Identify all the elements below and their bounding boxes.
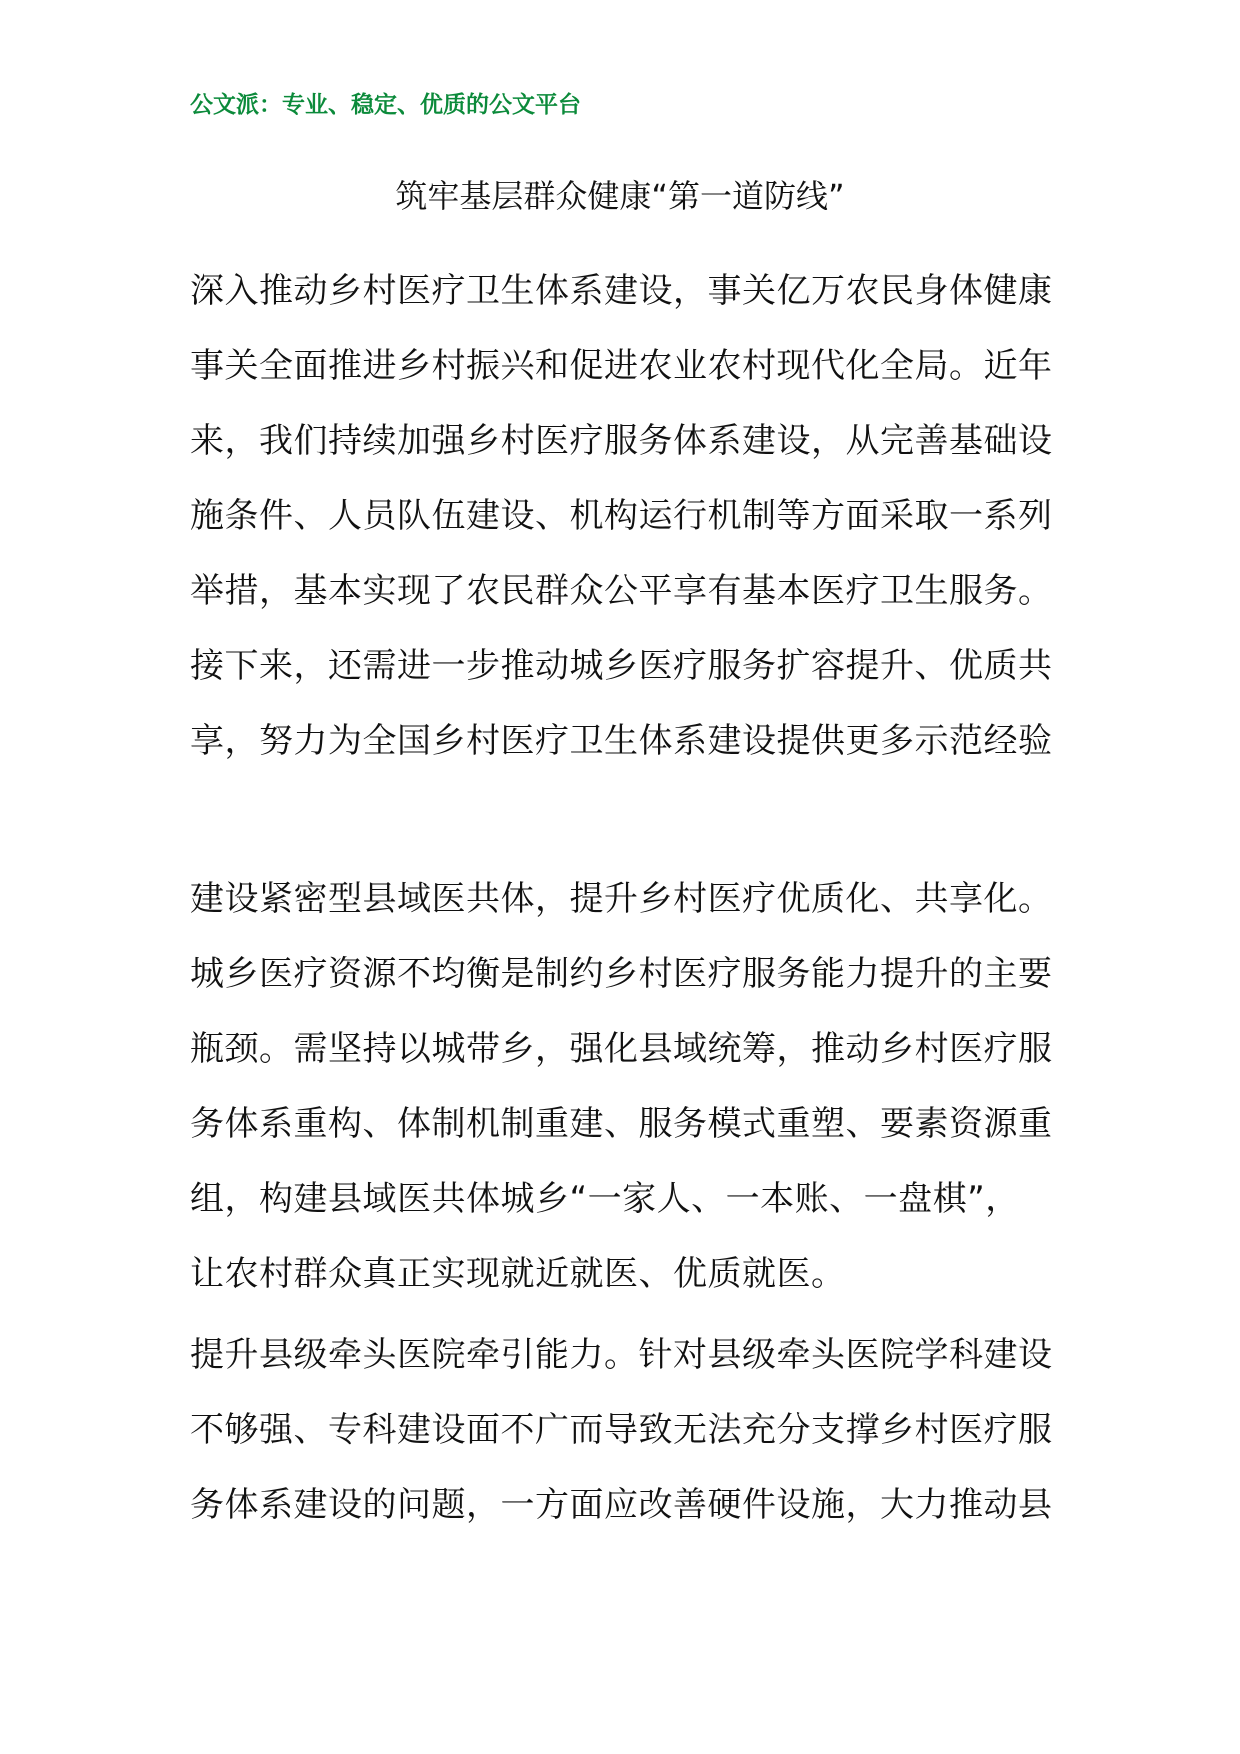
paragraph-3 (190, 1318, 1058, 1543)
page-title: 筑牢基层群众健康“第一道防线” (395, 177, 845, 215)
paragraph-line: 提升县级牵头医院牵引能力。针对县级牵头医院学科建设 (190, 1335, 1053, 1375)
paragraph-line: 组，构建县域医共体城乡“一家人、一本账、一盘棋”， (190, 1179, 1020, 1219)
paragraph-line: 让农村群众真正实现就近就医、优质就医。 (190, 1254, 846, 1294)
paragraph-line: 举措，基本实现了农民群众公平享有基本医疗卫生服务。 (190, 571, 1053, 611)
paragraph-line: 务体系建设的问题，一方面应改善硬件设施，大力推动县 (190, 1485, 1053, 1525)
paragraph-line: 享，努力为全国乡村医疗卫生体系建设提供更多示范经验 (190, 721, 1053, 761)
paragraph-line: 务体系重构、体制机制重建、服务模式重塑、要素资源重 (190, 1104, 1053, 1144)
paragraph-2 (190, 862, 1058, 1312)
paragraph-line: 事关全面推进乡村振兴和促进农业农村现代化全局。近年 (190, 346, 1053, 386)
brand-header: 公文派：专业、稳定、优质的公文平台 (190, 91, 581, 118)
paragraph-line: 来，我们持续加强乡村医疗服务体系建设，从完善基础设 (190, 421, 1053, 461)
paragraph-line: 城乡医疗资源不均衡是制约乡村医疗服务能力提升的主要 (190, 954, 1053, 994)
paragraph-line: 深入推动乡村医疗卫生体系建设，事关亿万农民身体健康 (190, 271, 1053, 311)
paragraph-line: 接下来，还需进一步推动城乡医疗服务扩容提升、优质共 (190, 646, 1053, 686)
paragraph-1 (190, 254, 1058, 779)
paragraph-line: 施条件、人员队伍建设、机构运行机制等方面采取一系列 (190, 496, 1053, 536)
paragraph-line: 不够强、专科建设面不广而导致无法充分支撑乡村医疗服 (190, 1410, 1053, 1450)
paragraph-line: 瓶颈。需坚持以城带乡，强化县域统筹，推动乡村医疗服 (190, 1029, 1053, 1069)
paragraph-line: 建设紧密型县域医共体，提升乡村医疗优质化、共享化。 (190, 879, 1053, 919)
